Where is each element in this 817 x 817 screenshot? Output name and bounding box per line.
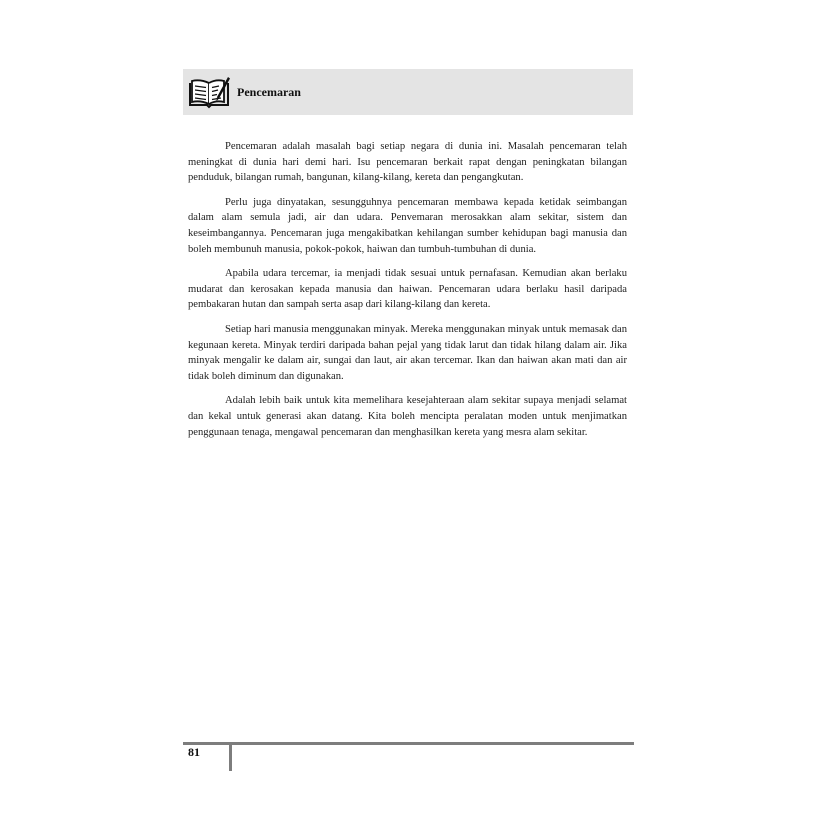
paragraph: Setiap hari manusia menggunakan minyak. Mereka menggunakan minyak untuk memasak dan kegunaan kereta. Minyak terdiri daripada bahan pejal yang tidak larut dan tidak hilang dalam air. Jika minyak mengalir ke dalam air, sungai dan laut, air akan tercemar. Ikan dan haiwan akan mati dan air tidak boleh diminum dan digunakan. <box>188 323 627 382</box>
paragraph: Pencemaran adalah masalah bagi setiap negara di dunia ini. Masalah pencemaran telah meningkat di dunia hari demi hari. Isu pencemaran berkait rapat dengan peningkatan bilangan penduduk, bilangan rumah, bangunan, kilang-kilang, kereta dan pengangkutan. <box>188 141 627 184</box>
paragraph: Apabila udara tercemar, ia menjadi tidak sesuai untuk pernafasan. Kemudian akan berlaku mudarat dan kerosakan kepada manusia dan haiwan. Pencemaran udara berlaku hasil daripada pembakaran hutan dan sampah serta asap dari kilang-kilang dan kereta. <box>188 268 627 311</box>
paragraph: Adalah lebih baik untuk kita memelihara kesejahteraan alam sekitar supaya menjadi selamat dan kekal untuk generasi akan datang. Kita boleh mencipta peralatan moden untuk menjimatkan penggunaan tenaga, mengawal pencemaran dan menghasilkan kereta yang mesra alam sekitar. <box>188 395 627 438</box>
section-title: Pencemaran <box>237 85 301 99</box>
page-number: 81 <box>188 745 200 759</box>
footer-divider <box>229 742 232 771</box>
footer-rule <box>183 742 634 745</box>
section-header <box>183 69 633 115</box>
article-body <box>188 139 627 449</box>
paragraph: Perlu juga dinyatakan, sesungguhnya pencemaran membawa kepada ketidak seimbangan dalam alam semula jadi, air dan udara. Penvemaran merosakkan alam sekitar, sistem dan keseimbangannya. Pencemaran juga mengakibatkan kehilangan sumber kehidupan bagi manusia dan boleh membunuh manusia, pokok-pokok, haiwan dan tumbuh-tumbuhan di dunia. <box>188 196 627 255</box>
book-pencil-icon <box>188 75 230 109</box>
